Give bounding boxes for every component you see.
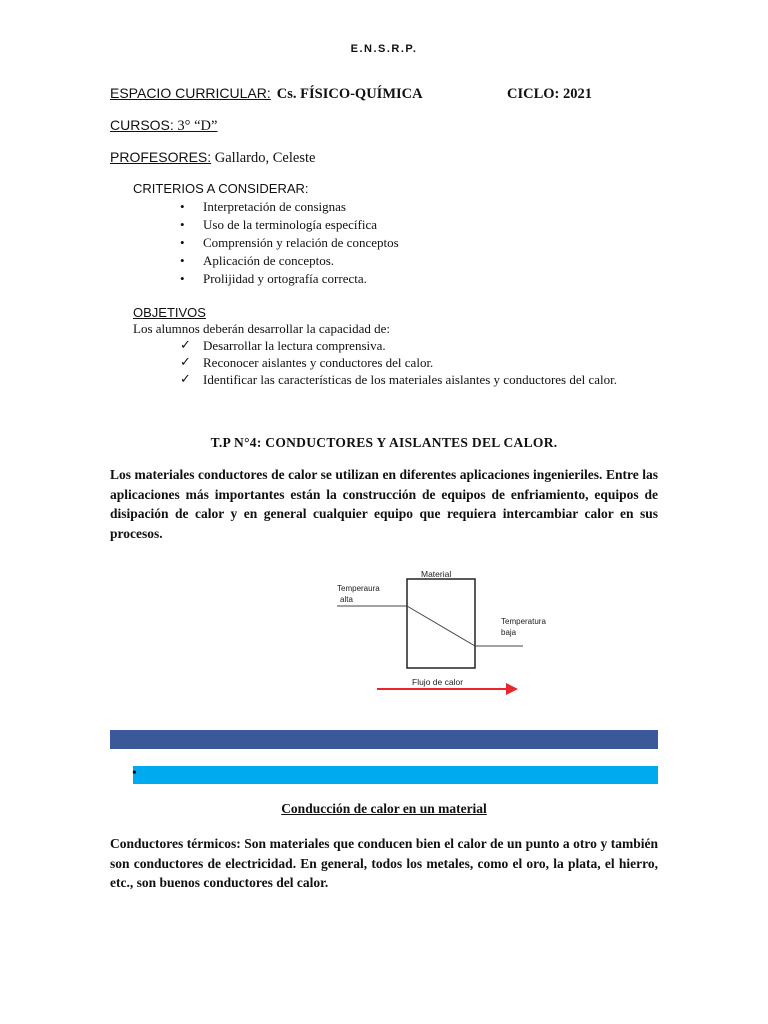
cursos-label: CURSOS: [110, 117, 174, 133]
tp-title: T.P N°4: CONDUCTORES Y AISLANTES DEL CALOR. [210, 435, 558, 450]
check-icon: ✓ [180, 354, 191, 369]
section-title: Conducción de calor en un material [281, 801, 487, 816]
criterios-title: CRITERIOS A CONSIDERAR: [133, 181, 309, 196]
conductores-paragraph: Conductores térmicos: Son materiales que conducen bien el calor de un punto a otro y también son conductores de electricidad. En general, todos los metales, como el oro, la plata, el hierro, etc., son buenos conductores del calor. [110, 836, 658, 890]
criterio-text: Aplicación de conceptos. [203, 253, 335, 268]
cyan-bar [133, 766, 658, 784]
bullet-icon: • [180, 253, 185, 268]
objetivo-text: Identificar las características de los materiales aislantes y conductores del calor. [203, 372, 618, 387]
material-box [407, 579, 475, 668]
bullet-icon: • [180, 199, 185, 214]
temp-alta-label-2: alta [340, 595, 353, 604]
bullet-icon: • [180, 271, 185, 286]
espacio-label: ESPACIO CURRICULAR: [110, 85, 271, 101]
temp-baja-label-2: baja [501, 628, 517, 637]
objetivo-text: Reconocer aislantes y conductores del calor. [203, 355, 434, 370]
bullet-icon: • [180, 217, 185, 232]
material-label: Material [421, 569, 452, 579]
school-header: E.N.S.R.P. [350, 43, 418, 55]
objetivos-title: OBJETIVOS [133, 305, 206, 320]
profesores-value: Gallardo, Celeste [211, 150, 316, 166]
bullet-icon: • [132, 766, 137, 781]
temp-alta-label-1: Temperaura [337, 584, 380, 593]
cursos-line [110, 117, 217, 135]
espacio-value: Cs. FÍSICO-QUÍMICA [276, 86, 423, 102]
temperature-gradient-line [407, 606, 475, 646]
temp-baja-label-1: Temperatura [501, 617, 546, 626]
check-icon: ✓ [180, 371, 191, 386]
bullet-icon: • [180, 235, 185, 250]
objetivo-text: Desarrollar la lectura comprensiva. [203, 338, 386, 353]
espacio-line [110, 85, 423, 103]
criterio-text: Uso de la terminología específica [203, 217, 377, 232]
criterio-text: Prolijidad y ortografía correcta. [203, 271, 367, 286]
profesores-line [110, 149, 315, 167]
cursos-value: 3° “D” [173, 118, 218, 134]
intro-paragraph: Los materiales conductores de calor se utilizan en diferentes aplicaciones ingenieriles. Entre las aplicaciones más importantes están la construcción de equipos de enfriamiento, equipos de disipación de calor y en general cualquier equipo que requiera intercambiar calor en sus procesos. [110, 467, 658, 541]
flujo-label: Flujo de calor [412, 677, 464, 687]
criterio-text: Comprensión y relación de conceptos [203, 235, 399, 250]
criterio-text: Interpretación de consignas [203, 199, 346, 214]
objetivos-intro: Los alumnos deberán desarrollar la capacidad de: [133, 321, 390, 336]
profesores-label: PROFESORES: [110, 149, 212, 165]
ciclo: CICLO: 2021 [507, 86, 592, 102]
blue-bar [110, 730, 658, 749]
heat-flow-arrow-head [506, 683, 518, 695]
heat-conduction-figure [330, 562, 546, 700]
check-icon: ✓ [180, 337, 191, 352]
